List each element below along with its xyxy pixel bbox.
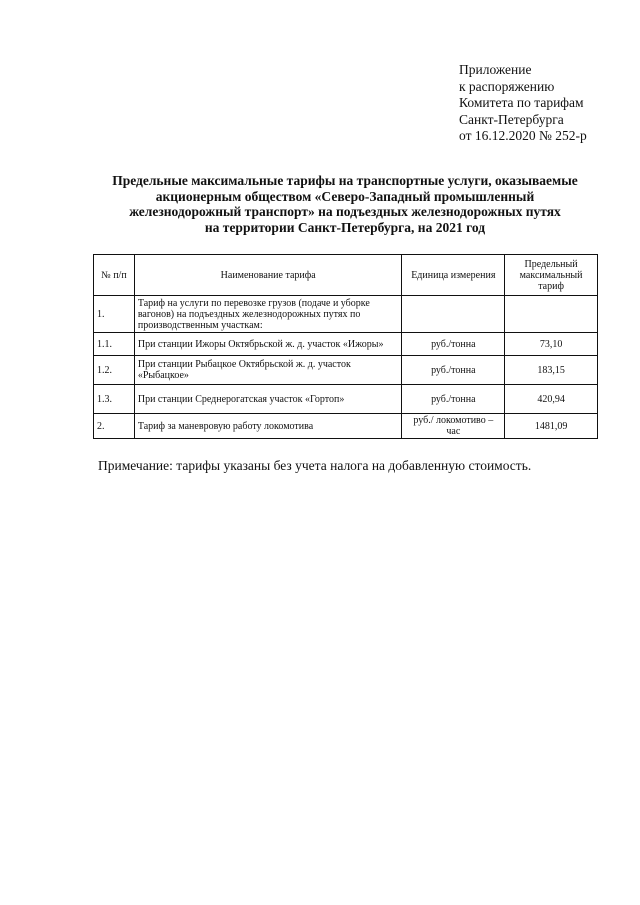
row-name: При станции Рыбацкое Октябрьской ж. д. участок «Рыбацкое» [134,356,402,385]
table-row [94,356,598,385]
table-row [94,333,598,356]
row-unit: руб./тонна [402,333,505,356]
row-name: При станции Среднерогатская участок «Гортоп» [134,385,402,414]
row-unit: руб./тонна [402,385,505,414]
tariffs-table [93,254,598,439]
appendix-line: Приложение [459,62,532,77]
header-name: Наименование тарифа [134,255,402,296]
table-row [94,414,598,439]
row-num: 1.2. [94,356,135,385]
appendix-line: к распоряжению [459,78,555,94]
row-name: При станции Ижоры Октябрьской ж. д. участок «Ижоры» [134,333,402,356]
row-unit: руб./тонна [402,356,505,385]
title-line: Предельные максимальные тарифы на транспортные услуги, оказываемые [112,173,578,188]
row-price: 183,15 [505,356,598,385]
row-num: 1.3. [94,385,135,414]
document-title [80,173,610,235]
title-line: акционерным обществом «Северо-Западный промышленный [155,188,535,204]
row-price [505,296,598,333]
table-header-row [94,255,598,296]
header-num: № п/п [94,255,135,296]
table-row [94,296,598,333]
row-num: 2. [94,414,135,439]
row-num: 1. [94,296,135,333]
row-unit: руб./ локомотиво – час [402,414,505,439]
row-price: 73,10 [505,333,598,356]
row-price: 420,94 [505,385,598,414]
appendix-line: Комитета по тарифам [459,95,584,110]
row-name: Тариф на услуги по перевозке грузов (подаче и уборке вагонов) на подъездных железнодорожных путях по производственным участкам: [134,296,402,333]
appendix-line: Санкт-Петербурга [459,111,564,127]
appendix-block [459,62,587,145]
title-line: на территории Санкт-Петербурга, на 2021 год [204,219,486,235]
appendix-line: от 16.12.2020 № 252-р [459,128,587,143]
table-row [94,385,598,414]
header-price: Предельный максимальный тариф [505,255,598,296]
footnote: Примечание: тарифы указаны без учета налога на добавленную стоимость. [98,458,532,473]
title-line: железнодорожный транспорт» на подъездных железнодорожных путях [129,204,561,219]
row-price: 1481,09 [505,414,598,439]
row-num: 1.1. [94,333,135,356]
header-unit: Единица измерения [402,255,505,296]
row-name: Тариф за маневровую работу локомотива [134,414,402,439]
row-unit [402,296,505,333]
